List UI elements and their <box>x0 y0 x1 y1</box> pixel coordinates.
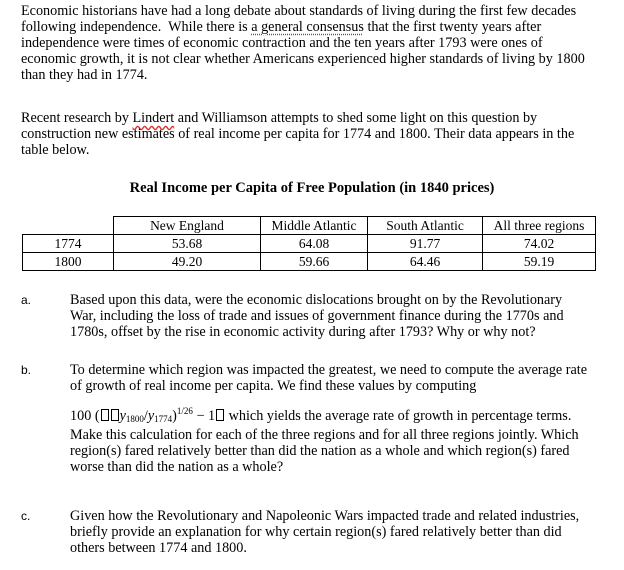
table-row <box>23 235 596 253</box>
column-header: All three regions <box>483 217 596 235</box>
placeholder-box <box>101 409 109 421</box>
column-header: Middle Atlantic <box>261 217 368 235</box>
research-line: Recent research by Lindert and Williamson attempts to shed some light on this question by <box>21 110 538 126</box>
question-line: briefly provide an explanation for why certain region(s) fared relatively better than did <box>70 524 562 540</box>
placeholder-box <box>216 409 224 421</box>
intro-line: economic growth, it is not clear whether Americans experienced higher standards of living by 1800 <box>21 51 585 67</box>
intro-line: independence were times of economic contraction and the ten years after 1793 were ones of <box>21 35 543 51</box>
table-cell: 91.77 <box>368 235 483 253</box>
research-line: table below. <box>21 142 90 158</box>
question-body <box>70 292 600 340</box>
question-line: of growth of real income per capita. We find these values by computing <box>70 378 477 394</box>
intro-line: Economic historians have had a long debate about standards of living during the first few decades <box>21 3 577 19</box>
placeholder-box <box>111 409 119 421</box>
table-cell: 49.20 <box>114 253 261 271</box>
research-paragraph <box>21 110 601 158</box>
question-line: War, including the loss of trade and issues of government finance during the 1770s and <box>70 308 564 324</box>
question-line: region(s) fared relatively better than did the nation as a whole and which region(s) fared <box>70 443 570 459</box>
question-line: worse than did the nation as a whole? <box>70 459 284 475</box>
table-cell: 59.66 <box>261 253 368 271</box>
intro-line: than they had in 1774. <box>21 67 148 83</box>
column-header: New England <box>114 217 261 235</box>
question-line: others between 1774 and 1800. <box>70 540 247 556</box>
table-cell: 59.19 <box>483 253 596 271</box>
intro-line: following independence. While there is a general consensus that the first twenty years after <box>21 19 542 35</box>
question-body <box>70 362 600 475</box>
row-year: 1800 <box>23 253 114 271</box>
question-line: Based upon this data, were the economic dislocations brought on by the Revolutionary <box>70 292 563 308</box>
research-line: construction new estimates of real income per capita for 1774 and 1800. Their data appears in the <box>21 126 575 142</box>
table-row <box>23 253 596 271</box>
growth-formula: 100 ( $y_{1800}/y_{1774})^{1/26} - 1$ which yields the average rate of growth in percentage terms. <box>70 406 572 424</box>
question-line: Make this calculation for each of the three regions and for all three regions jointly. Which <box>70 427 579 443</box>
column-header: South Atlantic <box>368 217 483 235</box>
table-title: Real Income per Capita of Free Population (in 1840 prices) <box>129 180 495 196</box>
table-cell: 53.68 <box>114 235 261 253</box>
table-cell: 64.46 <box>368 253 483 271</box>
question-label: c. <box>21 509 31 523</box>
question-body <box>70 508 600 556</box>
intro-paragraph <box>21 3 601 83</box>
row-year: 1774 <box>23 235 114 253</box>
table-cell: 74.02 <box>483 235 596 253</box>
table-corner-cell <box>23 217 114 235</box>
question-line: To determine which region was impacted the greatest, we need to compute the average rate <box>70 362 588 378</box>
question-label: a. <box>21 293 32 307</box>
table-cell: 64.08 <box>261 235 368 253</box>
question-line: Given how the Revolutionary and Napoleonic Wars impacted trade and related industries, <box>70 508 580 524</box>
question-label: b. <box>21 363 32 377</box>
income-table <box>22 216 596 271</box>
question-line: 1780s, offset by the rise in economic activity during after 1793? Why or why not? <box>70 324 536 340</box>
table-header-row <box>23 217 596 235</box>
